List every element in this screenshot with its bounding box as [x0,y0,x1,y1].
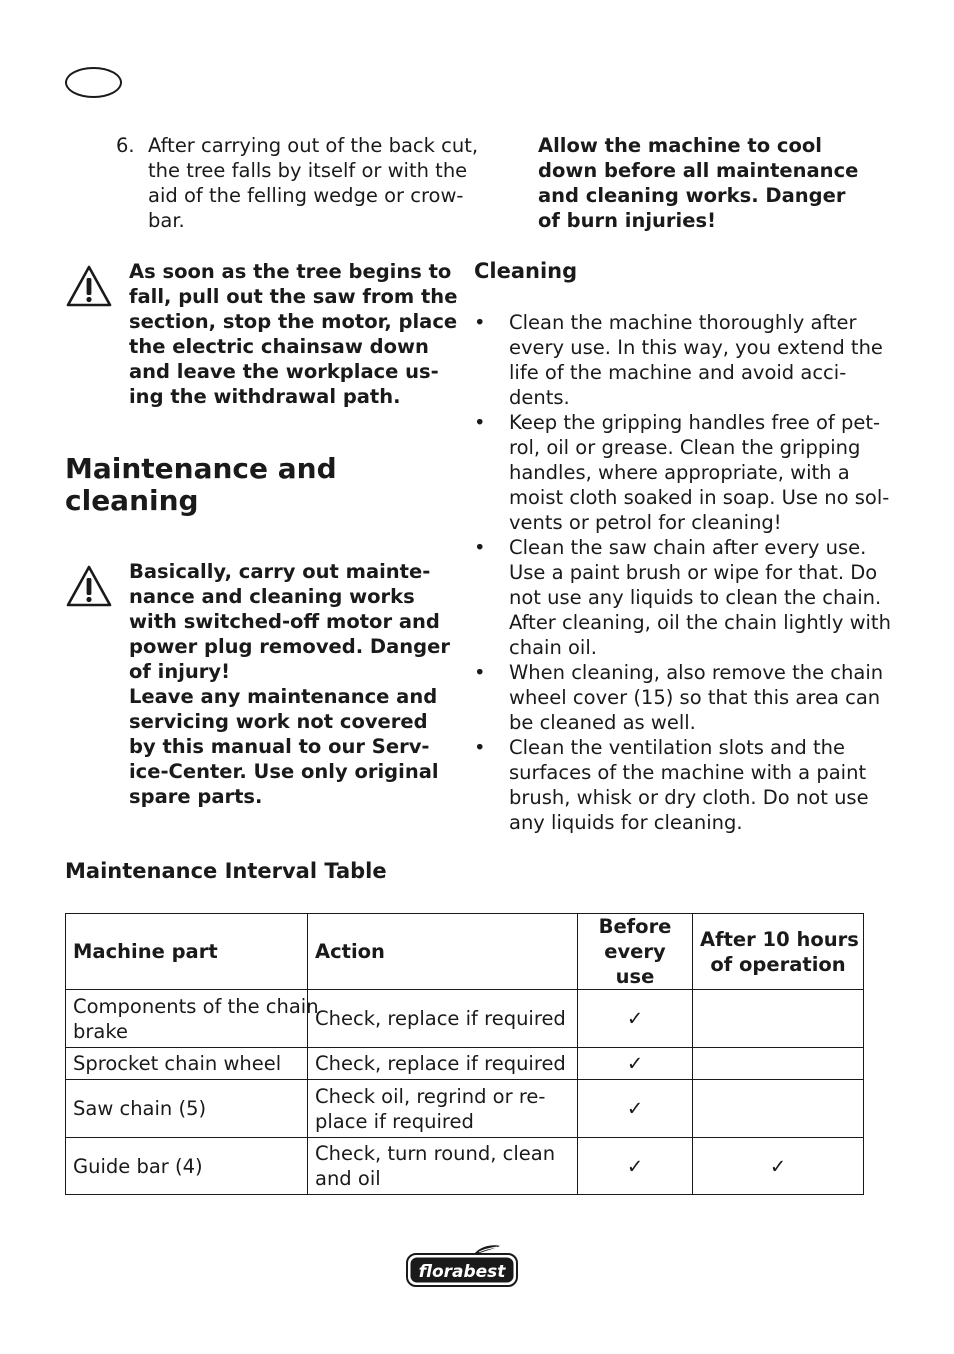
maintenance-warning [129,559,459,809]
felling-warning [129,259,459,409]
cell-action [308,1048,578,1080]
cell-line: Components of the chain [73,994,319,1018]
bullet-line: wheel cover (15) so that this area can [509,686,881,709]
header-line: use [615,965,655,988]
florabest-logo [405,1244,519,1290]
cell-action [308,1138,578,1195]
warning-line: servicing work not covered [129,710,428,733]
cell-line: Saw chain (5) [73,1097,207,1120]
list-item [474,310,883,410]
bullet-line: Clean the saw chain after every use. [509,536,867,559]
cell-line: Guide bar (4) [73,1154,203,1178]
warning-line: Leave any maintenance and [129,685,438,708]
bullet-line: surfaces of the machine with a paint [509,761,867,784]
header-after-10-hours [693,914,864,990]
warning-line: power plug removed. Danger [129,635,450,658]
bullet-line: any liquids for cleaning. [509,811,743,834]
cell-line: brake [73,1019,128,1043]
cell-line: Check, replace if required [315,1007,566,1030]
warning-line: spare parts. [129,785,263,808]
header-line: Before [598,915,672,938]
bullet-icon: • [474,536,486,559]
cell-machine-part [66,990,319,1048]
maintenance-table-heading: Maintenance Interval Table [65,859,387,883]
bullet-line: handles, where appropriate, with a [509,461,850,484]
cell-machine-part [66,1080,308,1138]
section-heading-maintenance [65,453,337,517]
checkmark-icon: ✓ [578,990,693,1048]
logo-text: florabest [418,1262,506,1282]
bullet-line: chain oil. [509,636,597,659]
warning-line: Basically, carry out mainte- [129,560,431,583]
bullet-icon: • [474,311,486,334]
bullet-icon: • [474,411,486,434]
bullet-line: Clean the ventilation slots and the [509,736,846,759]
warning-line: and leave the workplace us- [129,360,439,383]
step-line: bar. [148,209,185,232]
list-item [474,535,891,660]
notice-line: and cleaning works. Danger [538,184,846,207]
bullet-line: dents. [509,386,570,409]
warning-line: nance and cleaning works [129,585,415,608]
cell-action [308,990,578,1048]
cell-machine-part [66,1138,308,1195]
table-row [66,1138,864,1195]
step-line: the tree falls by itself or with the [148,159,468,182]
bullet-icon: • [474,661,486,684]
list-item [474,735,874,835]
header-line: every [604,940,666,963]
bullet-line: life of the machine and avoid acci- [509,361,847,384]
cell-after [693,1080,864,1138]
maintenance-interval-table [65,913,864,1195]
cooldown-notice [538,133,868,233]
bullet-line: Keep the gripping handles free of pet- [509,411,881,434]
language-badge [65,67,122,98]
cell-machine-part [66,1048,308,1080]
checkmark-icon: ✓ [578,1080,693,1138]
notice-line: Allow the machine to cool [538,134,822,157]
warning-line: the electric chainsaw down [129,335,429,358]
cleaning-list [474,310,891,835]
heading-line: cleaning [65,484,199,517]
checkmark-icon: ✓ [693,1138,864,1195]
cell-after [693,1048,864,1080]
bullet-line: Use a paint brush or wipe for that. Do [509,561,878,584]
list-item [474,410,890,535]
bullet-line: When cleaning, also remove the chain [509,661,884,684]
cell-line: Check, replace if required [315,1052,566,1075]
bullet-line: every use. In this way, you extend the [509,336,883,359]
checkmark-icon: ✓ [578,1138,693,1195]
heading-line: Maintenance and [65,452,337,485]
table-header-row [66,914,864,990]
cell-line: and oil [315,1167,381,1190]
warning-triangle-icon [65,264,113,308]
header-before-every-use [578,914,693,990]
cell-line: place if required [315,1109,474,1133]
cell-after [693,990,864,1048]
warning-line: with switched-off motor and [129,610,440,633]
step-line: aid of the felling wedge or crow- [148,184,464,207]
bullet-line: moist cloth soaked in soap. Use no sol- [509,486,890,509]
table-row [66,1048,864,1080]
warning-line: by this manual to our Serv- [129,735,430,758]
warning-line: As soon as the tree begins to [129,260,452,283]
header-line: of operation [710,952,846,976]
cell-line: Sprocket chain wheel [73,1052,282,1075]
warning-line: of injury! [129,660,231,683]
warning-triangle-icon [65,564,113,608]
header-action: Action [308,914,578,990]
warning-line: fall, pull out the saw from the [129,285,458,308]
bullet-line: not use any liquids to clean the chain. [509,586,882,609]
notice-line: of burn injuries! [538,209,716,232]
cell-line: Check oil, regrind or re- [315,1084,546,1108]
warning-line: ing the withdrawal path. [129,385,401,408]
bullet-icon: • [474,736,486,759]
table-row [66,1080,864,1138]
bullet-line: Clean the machine thoroughly after [509,311,857,334]
step-number: 6. [116,134,135,157]
list-item [474,660,884,735]
step-text [148,133,479,233]
bullet-line: vents or petrol for cleaning! [509,511,782,534]
table-row [66,990,864,1048]
cleaning-heading: Cleaning [474,259,578,283]
header-line: After 10 hours [700,927,859,951]
bullet-line: brush, whisk or dry cloth. Do not use [509,786,869,809]
cell-line: Check, turn round, clean [315,1142,556,1165]
notice-line: down before all maintenance [538,159,859,182]
warning-line: ice-Center. Use only original [129,760,439,783]
bullet-line: After cleaning, oil the chain lightly with [509,611,891,634]
bullet-line: be cleaned as well. [509,711,696,734]
checkmark-icon: ✓ [578,1048,693,1080]
warning-line: section, stop the motor, place [129,310,458,333]
cell-action [308,1080,578,1138]
header-machine-part: Machine part [66,914,308,990]
step-line: After carrying out of the back cut, [148,134,479,157]
bullet-line: rol, oil or grease. Clean the gripping [509,436,861,459]
